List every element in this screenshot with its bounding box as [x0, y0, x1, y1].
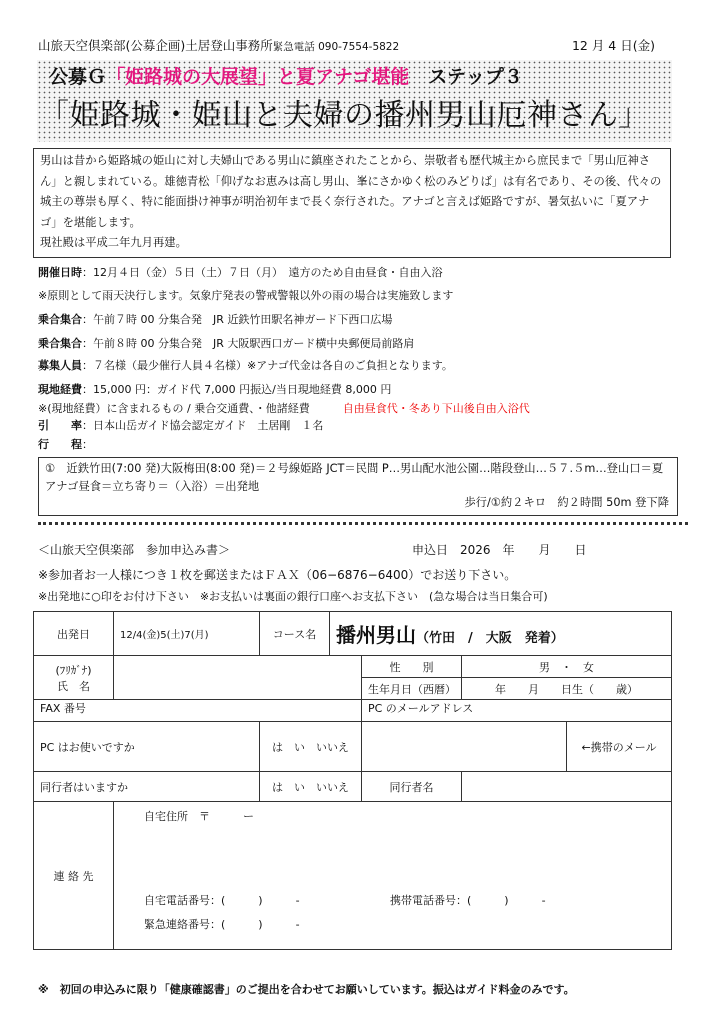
route-text: ① 近鉄竹田(7:00 発)大阪梅田(8:00 発)＝２号線姫路 JCT＝民間 P…男山配水池公園…階段登山…５７.５m…登山口＝夏アナゴ昼食＝立ち寄り＝（入浴）＝出発地: [45, 462, 664, 493]
pc-yesno[interactable]: は い いいえ: [260, 722, 362, 772]
application-note1: ※参加者お一人様につき１枚を郵送またはＦＡＸ（06−6876−6400）でお送り下さい。: [38, 568, 517, 582]
intro-text: 男山は昔から姫路城の姫山に対し夫婦山である男山に鎮座されたことから、崇敬者も歴代城主から庶民まで「男山厄神さん」と親しまれている。雄徳青松「仰げなお恵みは高し男山、峯にさかゆく松のみどりば」は有名であり、その後、代々の城主の尊崇も厚く、特に能面掛け神事が明治初年まで長く奈行された。アナゴと言えば姫路ですが、暑気払いに「夏アナゴ」を堪能します。: [40, 154, 662, 229]
info-route-colon: ：: [82, 438, 93, 451]
application-note2: ※出発地に○印をお付け下さい ※お支払いは裏面の銀行口座へお支払下さい (急な場合は当日集合可): [38, 590, 548, 603]
info-cost-label: 現地経費: [38, 383, 82, 396]
info-route: [38, 436, 678, 452]
info-cost-value: ：15,000 円：ガイド代 7,000 円振込/当日現地経費 8,000 円: [82, 383, 392, 396]
application-title: ＜山旅天空倶楽部 参加申込み書＞: [38, 543, 231, 557]
mobile-phone-label: 携帯電話番号：( ) -: [390, 894, 546, 907]
info-recruit-label: 募集人員: [38, 359, 82, 372]
sex-label: 性 別: [362, 656, 462, 678]
emergency-phone-label: 緊急連絡番号：( ) -: [144, 918, 300, 931]
info-guide-label: 引 率: [38, 419, 82, 432]
subtitle-prefix: 公募Ｇ: [49, 66, 107, 88]
course-big: 播州男山: [336, 623, 416, 647]
footer-note: ※ 初回の申込みに限り「健康確認書」のご提出を合わせてお願いしています。振込はガイド料金のみです。: [38, 983, 575, 996]
application-date: 申込日 2026 年 月 日: [412, 543, 587, 557]
name-label: 氏 名: [57, 679, 90, 693]
cost-note-text: ※(現地経費）に含まれるもの / 乗合交通費、・他諸経費: [38, 402, 310, 415]
address-label: 自宅住所 〒 ー: [144, 810, 254, 823]
info-date: [38, 264, 678, 280]
course-name: [330, 612, 672, 656]
subtitle-step: ステップ３: [428, 66, 523, 88]
kana-label: (ﾌﾘｶﾞﾅ): [55, 663, 92, 677]
application-header: [38, 541, 698, 558]
info-meet2: [38, 335, 678, 351]
contact-field[interactable]: [114, 802, 672, 950]
info-route-label: 行 程: [38, 438, 82, 451]
info-rain-note: ※原則として雨天決行します。気象庁発表の警戒警報以外の雨の場合は実施致します: [38, 289, 454, 302]
main-title: 「姫路城・姫山と夫婦の播州男山厄神さん」: [39, 98, 649, 133]
course-label: コース名: [260, 612, 330, 656]
home-phone-label: 自宅電話番号：( ) -: [144, 894, 300, 907]
cut-line: [38, 522, 688, 525]
info-recruit-value: ：７名様（最少催行人員４名様）※アナゴ代金は各自のご負担となります。: [82, 359, 453, 372]
info-meet2-label: 乗合集合: [38, 337, 82, 350]
cost-note-red: 自由昼食代・冬あり下山後自由入浴代: [342, 402, 530, 415]
info-meet1: [38, 311, 678, 327]
companion-name-field[interactable]: [462, 772, 672, 802]
intro-box: [33, 148, 671, 258]
subtitle-highlight: 「姫路城の大展望」と夏アナゴ堪能: [106, 66, 410, 88]
info-cost: [38, 381, 678, 397]
mobile-mail-label: ←携帯のメール: [567, 722, 672, 772]
header-line: [38, 36, 663, 54]
info-guide-value: ：日本山岳ガイド協会認定ガイド 土居剛 １名: [82, 419, 324, 432]
pc-label: PC はお使いですか: [34, 722, 260, 772]
contact-label: 連 絡 先: [34, 802, 114, 950]
info-guide: [38, 417, 678, 433]
info-meet1-label: 乗合集合: [38, 313, 82, 326]
info-meet1-value: ：午前７時 00 分集合発 JR 近鉄竹田駅名神ガード下西口広場: [82, 313, 393, 326]
info-recruit: [38, 357, 678, 373]
emergency-phone: 緊急電話 090-7554-5822: [272, 41, 400, 53]
pcmail-label[interactable]: PC のメールアドレス: [362, 700, 672, 722]
application-form: [33, 611, 672, 950]
name-label-cell: [34, 656, 114, 700]
title-box: [37, 60, 672, 142]
fax-label[interactable]: FAX 番号: [34, 700, 362, 722]
subtitle: [49, 62, 523, 89]
sex-value[interactable]: 男 ・ 女: [462, 656, 672, 678]
companion-label: 同行者はいますか: [34, 772, 260, 802]
organizer-name: 山旅天空倶楽部(公募企画)土居登山事務所: [38, 38, 273, 53]
birth-label: 生年月日（西暦）: [362, 678, 462, 700]
depart-value[interactable]: 12/4(金)5(土)7(月): [114, 612, 260, 656]
info-date-value: ：12月４日（金）５日（土）７日（月） 遠方のため自由昼食・自由入浴: [82, 266, 443, 279]
route-box: [38, 457, 678, 516]
course-small: （竹田 / 大阪 発着）: [416, 631, 564, 646]
depart-label: 出発日: [34, 612, 114, 656]
info-date-label: 開催日時: [38, 266, 82, 279]
intro-rebuilt: 現社殿は平成二年九月再建。: [40, 236, 187, 249]
pcmail-field[interactable]: [362, 722, 567, 772]
route-walk: 歩行/①約２キロ 約２時間 50m 登下降: [464, 496, 669, 509]
header-date: 12 月 4 日(金): [571, 38, 655, 53]
companion-name-label: 同行者名: [362, 772, 462, 802]
info-cost-note: [38, 400, 678, 416]
info-meet2-value: ：午前８時 00 分集合発 JR 大阪駅西口ガード横中央郵便局前路肩: [82, 337, 415, 350]
name-field[interactable]: [114, 656, 362, 700]
companion-yesno[interactable]: は い いいえ: [260, 772, 362, 802]
birth-value[interactable]: 年 月 日生（ 歳）: [462, 678, 672, 700]
